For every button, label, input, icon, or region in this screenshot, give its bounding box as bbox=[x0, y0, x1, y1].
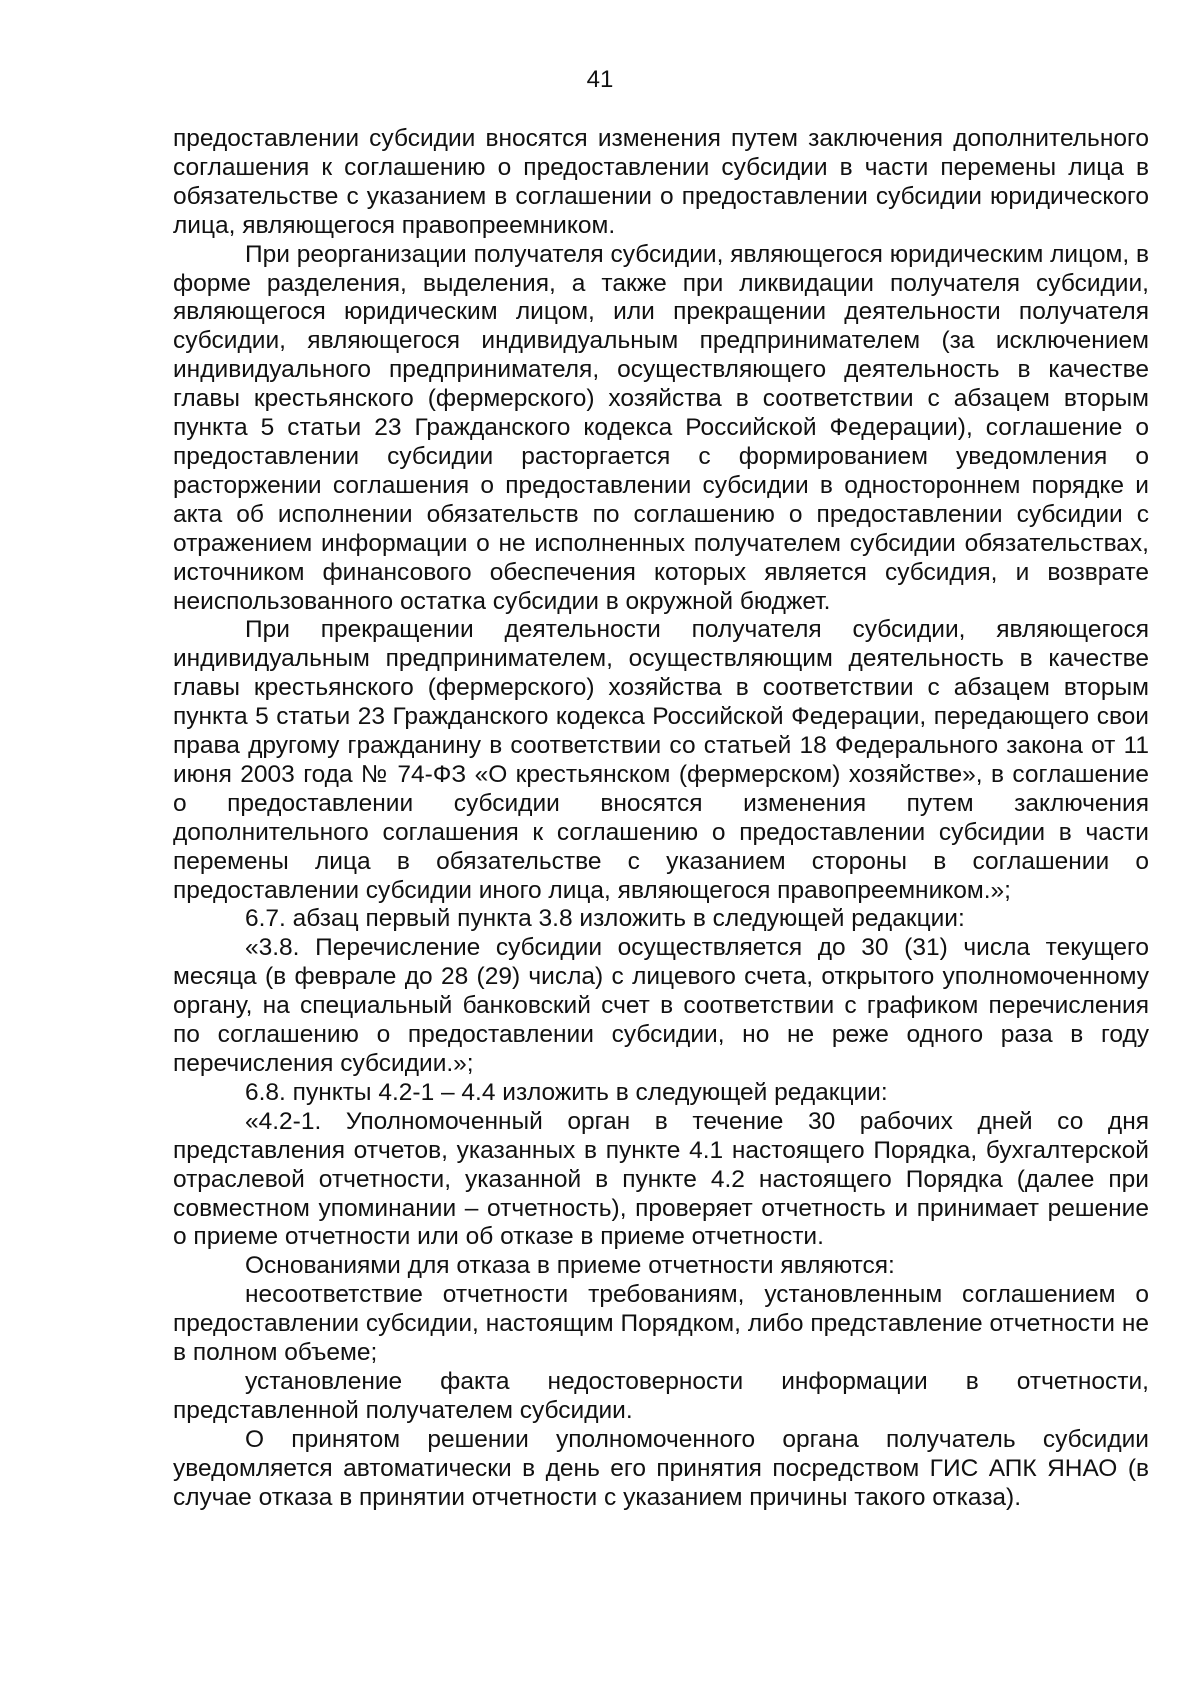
paragraph: При реорганизации получателя субсидии, являющегося юридическим лицом, в форме разделения, выделения, а также при ликвидации получателя субсидии, являющегося юридическим лицом, или прекращении деятельности получателя субсидии, являющегося индивидуальным предпринимателем (за исключением индивидуального предпринимателя, осуществляющего деятельность в качестве главы крестьянского (фермерского) хозяйства в соответствии с абзацем вторым пункта 5 статьи 23 Гражданского кодекса Российской Федерации), соглашение о предоставлении субсидии расторгается с формированием уведомления о расторжении соглашения о предоставлении субсидии в одностороннем порядке и акта об исполнении обязательств по соглашению о предоставлении субсидии с отражением информации о не исполненных получателем субсидии обязательствах, источником финансового обеспечения которых является субсидия, и возврате неиспользованного остатка субсидии в окружной бюджет. bbox=[173, 240, 1149, 615]
paragraph: установление факта недостоверности информации в отчетности, представленной получателем субсидии. bbox=[173, 1367, 1149, 1424]
paragraph: При прекращении деятельности получателя субсидии, являющегося индивидуальным предпринимателем, осуществляющим деятельность в качестве главы крестьянского (фермерского) хозяйства в соответствии с абзацем вторым пункта 5 статьи 23 Гражданского кодекса Российской Федерации, передающего свои права другому гражданину в соответствии со статьей 18 Федерального закона от 11 июня 2003 года № 74-ФЗ «О крестьянском (фермерском) хозяйстве», в соглашение о предоставлении субсидии вносятся изменения путем заключения дополнительного соглашения к соглашению о предоставлении субсидии в части перемены лица в обязательстве с указанием стороны в соглашении о предоставлении субсидии иного лица, являющегося правопреемником.»; bbox=[173, 616, 1149, 904]
paragraph: Основаниями для отказа в приеме отчетности являются: bbox=[245, 1252, 895, 1280]
paragraph: 6.8. пункты 4.2-1 – 4.4 изложить в следующей редакции: bbox=[245, 1078, 888, 1106]
paragraph: 6.7. абзац первый пункта 3.8 изложить в следующей редакции: bbox=[245, 905, 965, 933]
paragraph: несоответствие отчетности требованиям, установленным соглашением о предоставлении субсидии, настоящим Порядком, либо представление отчетности не в полном объеме; bbox=[173, 1281, 1149, 1367]
paragraph: «4.2-1. Уполномоченный орган в течение 30 рабочих дней со дня представления отчетов, указанных в пункте 4.1 настоящего Порядка, бухгалтерской отраслевой отчетности, указанной в пункте 4.2 настоящего Порядка (далее при совместном упоминании – отчетность), проверяет отчетность и принимает решение о приеме отчетности или об отказе в приеме отчетности. bbox=[173, 1107, 1149, 1251]
document-body bbox=[173, 125, 1149, 1513]
page-number: 41 bbox=[586, 66, 614, 93]
paragraph: предоставлении субсидии вносятся изменения путем заключения дополнительного соглашения к соглашению о предоставлении субсидии в части перемены лица в обязательстве с указанием в соглашении о предоставлении субсидии юридического лица, являющегося правопреемником. bbox=[173, 125, 1149, 239]
paragraph: «3.8. Перечисление субсидии осуществляется до 30 (31) числа текущего месяца (в феврале до 28 (29) числа) с лицевого счета, открытого уполномоченному органу, на специальный банковский счет в соответствии с графиком перечисления по соглашению о предоставлении субсидии, но не реже одного раза в году перечисления субсидии.»; bbox=[173, 934, 1149, 1077]
paragraph: О принятом решении уполномоченного органа получатель субсидии уведомляется автоматически в день его принятия посредством ГИС АПК ЯНАО (в случае отказа в принятии отчетности с указанием причины такого отказа). bbox=[173, 1425, 1149, 1511]
